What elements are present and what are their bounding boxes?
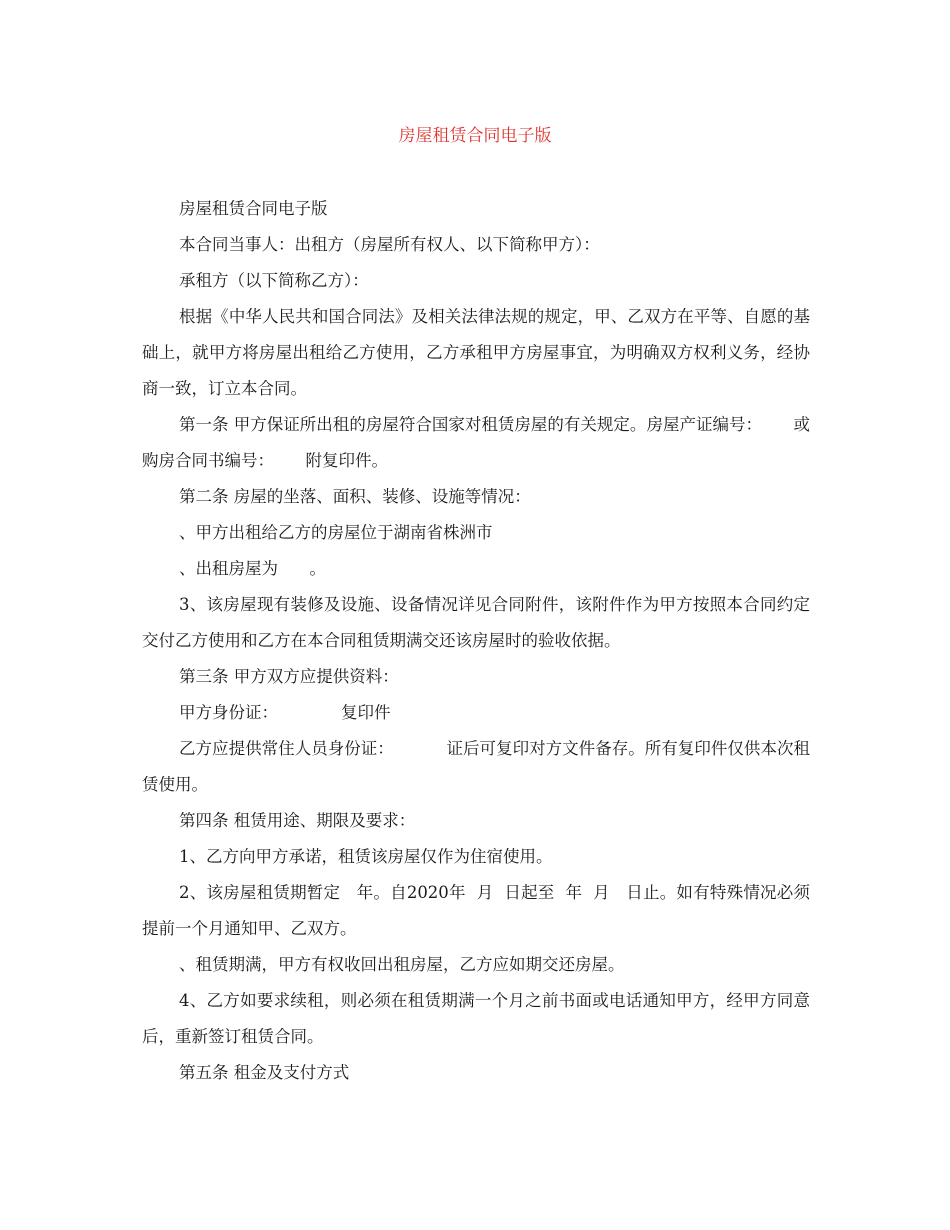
paragraph-rental-type: 、出租房屋为 。 bbox=[179, 559, 326, 578]
paragraph-usage: 1、乙方向甲方承诺，租赁该房屋仅作为住宿使用。 bbox=[179, 847, 553, 866]
document-body bbox=[142, 191, 810, 1091]
paragraph-preamble: 根据《中华人民共和国合同法》及相关法律法规的规定，甲、乙双方在平等、自愿的基础上，就甲方将房屋出租给乙方使用，乙方承租甲方房屋事宜，为明确双方权利义务，经协商一致，订立本合同。 bbox=[142, 307, 810, 398]
paragraph-term: 2、该房屋租赁期暂定 年。自2020年 月 日起至 年 月 日止。如有特殊情况必须提前一个月通知甲、乙双方。 bbox=[142, 883, 810, 938]
paragraph-heading: 房屋租赁合同电子版 bbox=[179, 199, 328, 218]
paragraph-article-3: 第三条 甲方双方应提供资料： bbox=[179, 667, 399, 686]
paragraph-article-1: 第一条 甲方保证所出租的房屋符合国家对租赁房屋的有关规定。房屋产证编号： 或购房合同书编号： 附复印件。 bbox=[142, 415, 810, 470]
paragraph-fixtures: 3、该房屋现有装修及设施、设备情况详见合同附件，该附件作为甲方按照本合同约定交付乙方使用和乙方在本合同租赁期满交还该房屋时的验收依据。 bbox=[142, 595, 810, 650]
paragraph-lessee: 承租方（以下简称乙方）： bbox=[179, 271, 369, 290]
paragraph-article-2: 第二条 房屋的坐落、面积、装修、设施等情况： bbox=[179, 487, 531, 506]
paragraph-lessor-id: 甲方身份证： 复印件 bbox=[179, 703, 391, 722]
paragraph-article-4: 第四条 租赁用途、期限及要求： bbox=[179, 811, 416, 830]
document-title: 房屋租赁合同电子版 bbox=[398, 126, 552, 146]
paragraph-location: 、甲方出租给乙方的房屋位于湖南省株洲市 bbox=[179, 523, 493, 542]
paragraph-parties: 本合同当事人：出租方（房屋所有权人、以下简称甲方）： bbox=[179, 235, 600, 254]
paragraph-article-5: 第五条 租金及支付方式 bbox=[179, 1063, 350, 1082]
paragraph-renewal: 4、乙方如要求续租，则必须在租赁期满一个月之前书面或电话通知甲方，经甲方同意后，重新签订租赁合同。 bbox=[142, 991, 810, 1046]
paragraph-expiry: 、租赁期满，甲方有权收回出租房屋，乙方应如期交还房屋。 bbox=[179, 955, 625, 974]
paragraph-lessee-id: 乙方应提供常住人员身份证： 证后可复印对方文件备存。所有复印件仅供本次租赁使用。 bbox=[142, 739, 810, 794]
